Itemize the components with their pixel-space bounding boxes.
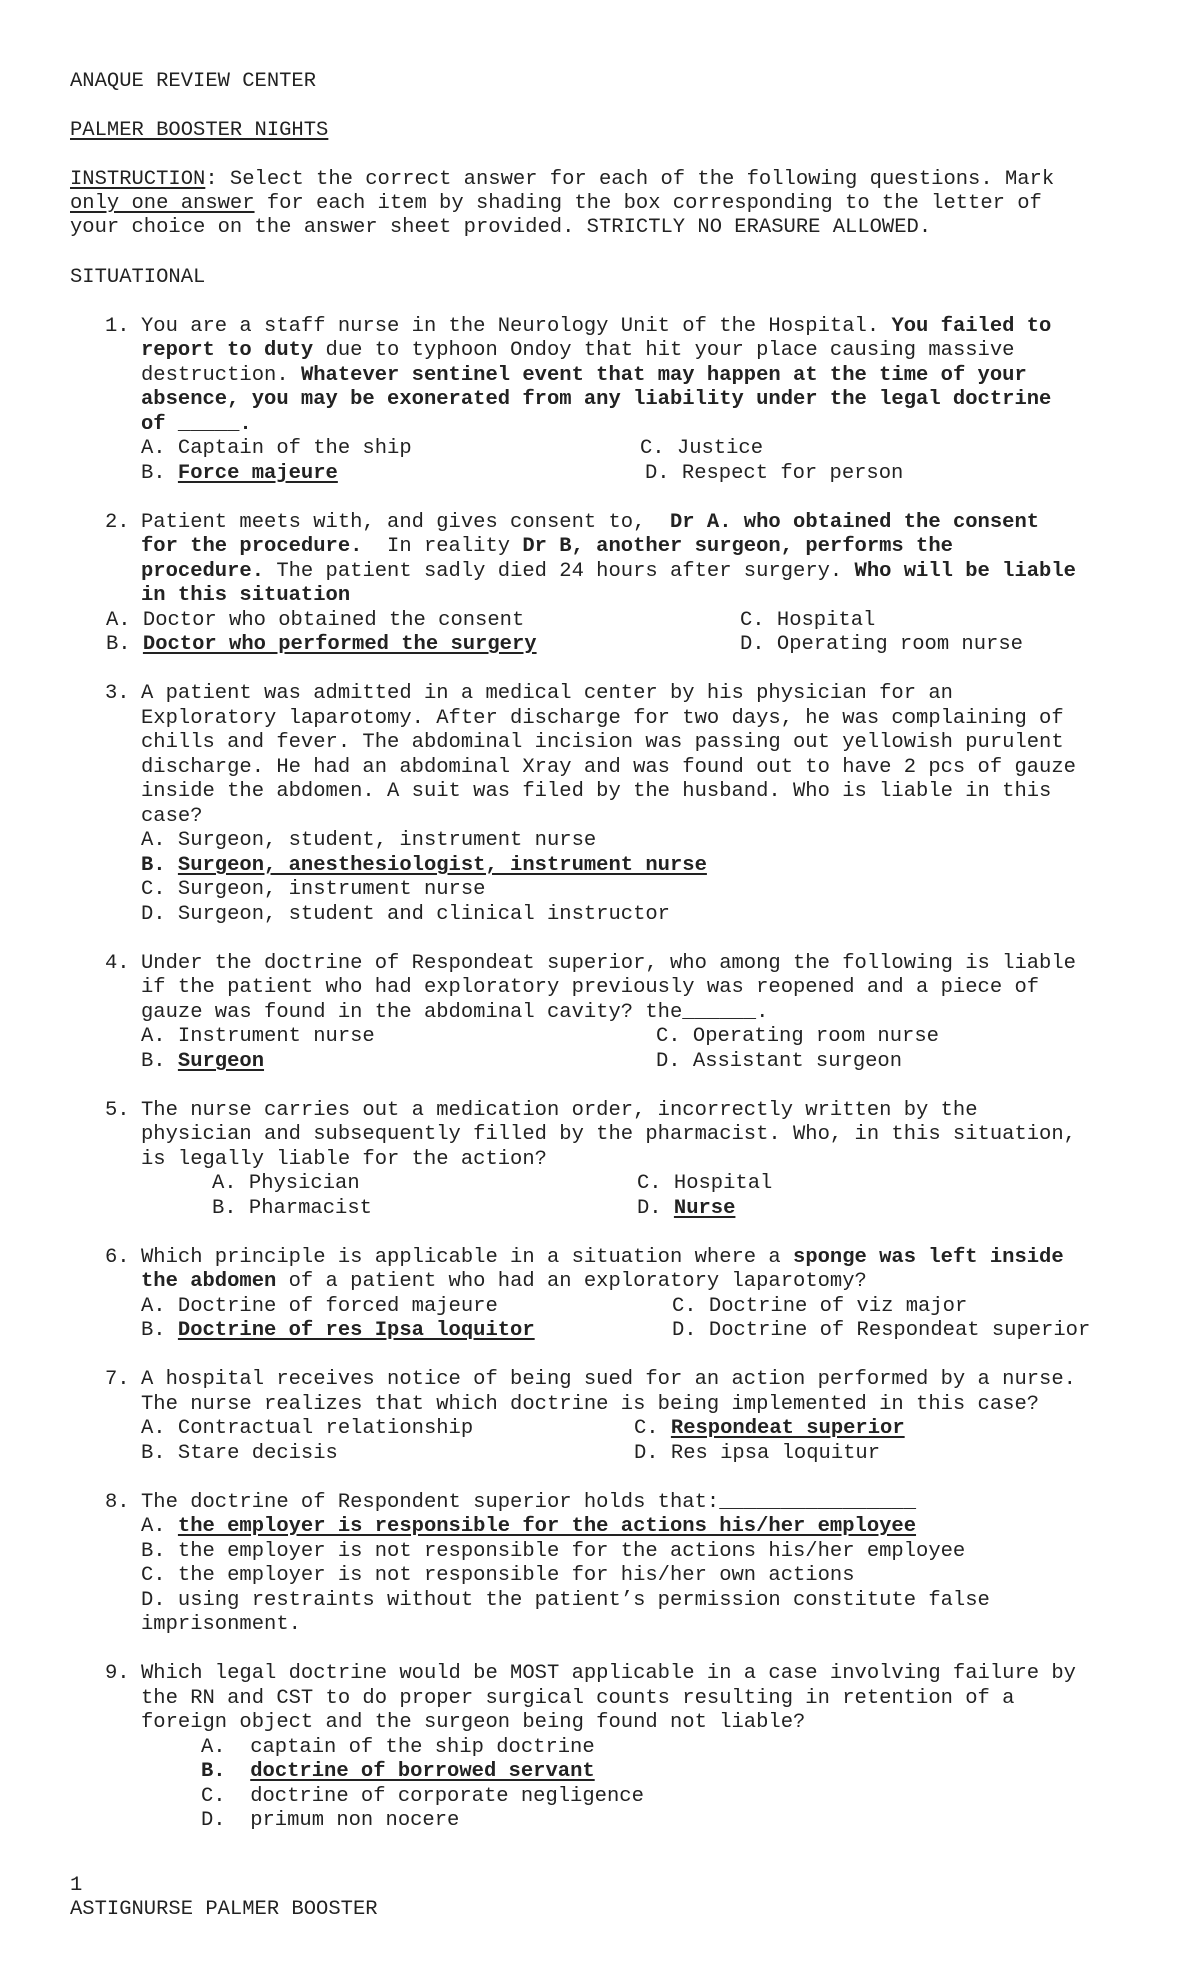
correct-answer: Respondeat superior bbox=[670, 1417, 905, 1440]
footer-text: ASTIGNURSE PALMER BOOSTER bbox=[70, 1898, 378, 1921]
question-8-option-d: D. using restraints without the patient’s permission constitute false bbox=[141, 1589, 990, 1612]
correct-answer: Force majeure bbox=[177, 462, 338, 485]
instruction-line-3: your choice on the answer sheet provided. STRICTLY NO ERASURE ALLOWED. bbox=[70, 216, 932, 239]
question-9-option-d: D. primum non nocere bbox=[201, 1809, 460, 1832]
question-1-option-a: A. Captain of the ship bbox=[141, 437, 412, 460]
page-number: 1 bbox=[70, 1874, 83, 1897]
question-5-option-b: B. Pharmacist bbox=[212, 1197, 372, 1220]
question-2-option-b: B. Doctor who performed the surgery bbox=[106, 633, 537, 656]
page-title: PALMER BOOSTER NIGHTS bbox=[70, 119, 329, 142]
question-8-option-a: A. the employer is responsible for the actions his/her employee bbox=[141, 1515, 917, 1538]
question-5-option-d: D. Nurse bbox=[637, 1197, 736, 1220]
question-9-text: Which legal doctrine would be MOST applicable in a case involving failure by bbox=[141, 1662, 1076, 1685]
question-2-option-d: D. Operating room nurse bbox=[740, 633, 1023, 656]
question-9-option-b: B. doctrine of borrowed servant bbox=[201, 1760, 595, 1783]
question-3-option-d: D. Surgeon, student and clinical instructor bbox=[141, 903, 670, 926]
instruction-emphasis: only one answer bbox=[70, 192, 255, 215]
correct-answer: Nurse bbox=[673, 1197, 736, 1220]
question-5-option-c: C. Hospital bbox=[637, 1172, 773, 1195]
question-1-number: 1. bbox=[105, 315, 130, 338]
question-8-option-b: B. the employer is not responsible for the actions his/her employee bbox=[141, 1540, 966, 1563]
question-2-option-c: C. Hospital bbox=[740, 609, 876, 632]
question-6-number: 6. bbox=[105, 1246, 130, 1269]
review-center-name: ANAQUE REVIEW CENTER bbox=[70, 70, 317, 93]
question-8-number: 8. bbox=[105, 1491, 130, 1514]
question-3-text: A patient was admitted in a medical center by his physician for an bbox=[141, 682, 953, 705]
question-2-number: 2. bbox=[105, 511, 130, 534]
question-7-option-c: C. Respondeat superior bbox=[634, 1417, 905, 1440]
correct-answer: doctrine of borrowed servant bbox=[250, 1760, 595, 1783]
question-6-option-b: B. Doctrine of res Ipsa loquitor bbox=[141, 1319, 535, 1342]
question-4-option-a: A. Instrument nurse bbox=[141, 1025, 375, 1048]
question-4-text: Under the doctrine of Respondeat superior, who among the following is liable bbox=[141, 952, 1076, 975]
correct-answer: Surgeon bbox=[177, 1050, 265, 1073]
correct-answer: Doctrine of res Ipsa loquitor bbox=[177, 1319, 535, 1342]
question-4-option-b: B. Surgeon bbox=[141, 1050, 265, 1073]
correct-answer: Doctor who performed the surgery bbox=[142, 633, 537, 656]
question-6-option-d: D. Doctrine of Respondeat superior bbox=[672, 1319, 1091, 1342]
correct-answer: the employer is responsible for the actions his/her employee bbox=[177, 1515, 917, 1538]
correct-answer: Surgeon, anesthesiologist, instrument nurse bbox=[177, 854, 707, 877]
question-7-text: A hospital receives notice of being sued for an action performed by a nurse. bbox=[141, 1368, 1076, 1391]
instruction-line-1: INSTRUCTION: Select the correct answer for each of the following questions. Mark bbox=[70, 168, 1055, 191]
question-8-option-c: C. the employer is not responsible for his/her own actions bbox=[141, 1564, 855, 1587]
question-7-option-b: B. Stare decisis bbox=[141, 1442, 338, 1465]
question-7-option-a: A. Contractual relationship bbox=[141, 1417, 474, 1440]
question-6-text: Which principle is applicable in a situation where a sponge was left inside bbox=[141, 1246, 1064, 1269]
question-9-option-c: C. doctrine of corporate negligence bbox=[201, 1785, 644, 1808]
question-2-text: Patient meets with, and gives consent to, Dr A. who obtained the consent bbox=[141, 511, 1040, 534]
question-5-option-a: A. Physician bbox=[212, 1172, 360, 1195]
question-7-option-d: D. Res ipsa loquitur bbox=[634, 1442, 881, 1465]
question-9-number: 9. bbox=[105, 1662, 130, 1685]
question-6-option-a: A. Doctrine of forced majeure bbox=[141, 1295, 498, 1318]
question-9-option-a: A. captain of the ship doctrine bbox=[201, 1736, 595, 1759]
question-4-number: 4. bbox=[105, 952, 130, 975]
section-heading: SITUATIONAL bbox=[70, 266, 206, 289]
question-5-text: The nurse carries out a medication order, incorrectly written by the bbox=[141, 1099, 978, 1122]
question-3-option-b: B. Surgeon, anesthesiologist, instrument nurse bbox=[141, 854, 707, 877]
question-8-text: The doctrine of Respondent superior holds that:________________ bbox=[141, 1491, 917, 1514]
question-1-text: You are a staff nurse in the Neurology Unit of the Hospital. You failed to bbox=[141, 315, 1052, 338]
question-5-number: 5. bbox=[105, 1099, 130, 1122]
question-7-number: 7. bbox=[105, 1368, 130, 1391]
instruction-label: INSTRUCTION bbox=[70, 168, 206, 191]
question-6-option-c: C. Doctrine of viz major bbox=[672, 1295, 968, 1318]
question-3-number: 3. bbox=[105, 682, 130, 705]
question-3-option-c: C. Surgeon, instrument nurse bbox=[141, 878, 486, 901]
question-4-option-c: C. Operating room nurse bbox=[656, 1025, 939, 1048]
question-1-option-c: C. Justice bbox=[640, 437, 764, 460]
question-1-option-d: D. Respect for person bbox=[645, 462, 904, 485]
question-1-option-b: B. Force majeure bbox=[141, 462, 338, 485]
question-2-option-a: A. Doctor who obtained the consent bbox=[106, 609, 525, 632]
instruction-line-2: only one answer for each item by shading the box corresponding to the letter of bbox=[70, 192, 1042, 215]
question-4-option-d: D. Assistant surgeon bbox=[656, 1050, 903, 1073]
question-3-option-a: A. Surgeon, student, instrument nurse bbox=[141, 829, 597, 852]
